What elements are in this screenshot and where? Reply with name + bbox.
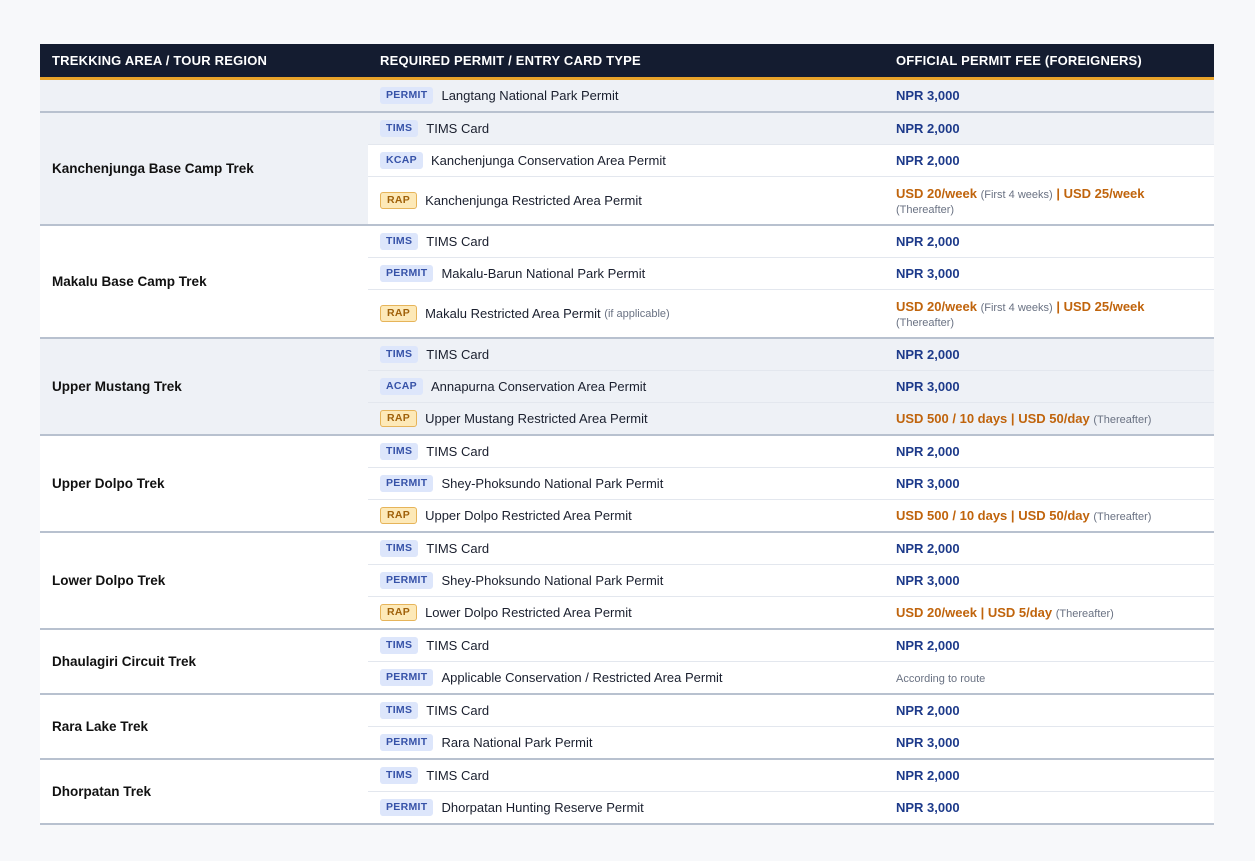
fee-cell: [884, 597, 1214, 630]
table-row: [40, 532, 1214, 565]
permit-cell: [368, 112, 884, 145]
fee-cell: [884, 629, 1214, 662]
fee-value: NPR 3,000: [896, 379, 960, 394]
fee-value-a: USD 500 / 10 days: [896, 411, 1008, 426]
fee-cell: [884, 759, 1214, 792]
fee-cell: [884, 500, 1214, 533]
region-name: Dhorpatan Trek: [40, 759, 368, 824]
permit-cell: [368, 629, 884, 662]
permit-cell: [368, 177, 884, 226]
permit-table: [40, 44, 1214, 825]
fee-separator: |: [1010, 411, 1015, 426]
fee-cell: [884, 403, 1214, 436]
tims-badge: TIMS: [380, 767, 418, 784]
permit-cell: [368, 435, 884, 468]
fee-value: NPR 2,000: [896, 541, 960, 556]
permit-cell: [368, 500, 884, 533]
fee-value: NPR 2,000: [896, 638, 960, 653]
permit-label: Lower Dolpo Restricted Area Permit: [425, 605, 632, 621]
table-row: [40, 225, 1214, 258]
fee-cell: [884, 79, 1214, 113]
fee-cell: [884, 371, 1214, 403]
rap-badge: RAP: [380, 410, 417, 427]
permit-badge: PERMIT: [380, 734, 433, 751]
permit-label: Shey-Phoksundo National Park Permit: [441, 476, 664, 492]
permit-cell: [368, 694, 884, 727]
table-row: [40, 759, 1214, 792]
region-name: Rara Lake Trek: [40, 694, 368, 759]
permit-cell: [368, 403, 884, 436]
permit-label: Applicable Conservation / Restricted Area Permit: [441, 670, 723, 686]
rap-badge: RAP: [380, 192, 417, 209]
fee-value-a: USD 500 / 10 days: [896, 508, 1008, 523]
fee-cell: [884, 468, 1214, 500]
region-name: Makalu Base Camp Trek: [40, 225, 368, 338]
tims-badge: TIMS: [380, 346, 418, 363]
fee-separator: |: [1056, 298, 1060, 314]
fee-value-a: USD 20/week: [896, 605, 977, 620]
header-fee: OFFICIAL PERMIT FEE (FOREIGNERS): [884, 44, 1214, 79]
fee-value: NPR 3,000: [896, 88, 960, 103]
header-region: TREKKING AREA / TOUR REGION: [40, 44, 368, 79]
permit-cell: [368, 565, 884, 597]
region-name: Lower Dolpo Trek: [40, 532, 368, 629]
permit-cell: [368, 532, 884, 565]
table-header-row: [40, 44, 1214, 79]
fee-value: NPR 2,000: [896, 347, 960, 362]
permit-label: Rara National Park Permit: [441, 735, 593, 751]
permit-cell: [368, 597, 884, 630]
fee-value-b: USD 50/day: [1018, 411, 1090, 426]
rap-badge: RAP: [380, 507, 417, 524]
permit-cell: [368, 145, 884, 177]
permit-badge: PERMIT: [380, 799, 433, 816]
permit-label: Annapurna Conservation Area Permit: [430, 379, 647, 395]
permit-cell: [368, 759, 884, 792]
fee-cell: [884, 290, 1214, 339]
permit-label: TIMS Card: [426, 347, 490, 363]
table-row: [40, 694, 1214, 727]
fee-cell: [884, 727, 1214, 760]
fee-separator: |: [980, 605, 985, 620]
permit-label: TIMS Card: [426, 768, 490, 784]
rap-badge: RAP: [380, 305, 417, 322]
permit-note: (if applicable): [604, 307, 670, 320]
permit-label: Makalu-Barun National Park Permit: [441, 266, 646, 282]
region-name: Kanchenjunga Base Camp Trek: [40, 112, 368, 225]
permit-cell: [368, 468, 884, 500]
fee-value: NPR 2,000: [896, 234, 960, 249]
fee-value: NPR 2,000: [896, 768, 960, 783]
permit-badge: PERMIT: [380, 572, 433, 589]
permit-label: Kanchenjunga Restricted Area Permit: [425, 193, 642, 209]
fee-separator: |: [1010, 508, 1015, 523]
header-permit: REQUIRED PERMIT / ENTRY CARD TYPE: [368, 44, 884, 79]
tims-badge: TIMS: [380, 443, 418, 460]
fee-value: NPR 2,000: [896, 121, 960, 136]
fee-value: NPR 3,000: [896, 573, 960, 588]
tims-badge: TIMS: [380, 233, 418, 250]
fee-value: According to route: [896, 673, 986, 685]
fee-value-b: USD 25/week: [1063, 298, 1145, 314]
fee-cell: [884, 792, 1214, 825]
permit-cell: [368, 727, 884, 760]
permit-label: TIMS Card: [426, 703, 490, 719]
permit-label: TIMS Card: [426, 121, 490, 137]
permit-cell: [368, 338, 884, 371]
region-name: Dhaulagiri Circuit Trek: [40, 629, 368, 694]
fee-value: NPR 3,000: [896, 266, 960, 281]
permit-label: Kanchenjunga Conservation Area Permit: [430, 153, 666, 169]
permit-cell: [368, 792, 884, 825]
fee-cell: [884, 565, 1214, 597]
fee-value-a: USD 20/week: [896, 185, 977, 201]
permit-label: Langtang National Park Permit: [441, 88, 619, 104]
permit-cell: [368, 79, 884, 113]
table-row: [40, 435, 1214, 468]
fee-note: (Thereafter): [1093, 511, 1152, 523]
permit-label: Makalu Restricted Area Permit: [425, 306, 601, 322]
fee-cell: [884, 112, 1214, 145]
permit-cell: [368, 662, 884, 695]
fee-value-b: USD 50/day: [1018, 508, 1090, 523]
fee-note-b: (Thereafter): [896, 316, 955, 329]
region-name: Upper Dolpo Trek: [40, 435, 368, 532]
fee-cell: [884, 145, 1214, 177]
fee-value-a: USD 20/week: [896, 298, 977, 314]
fee-cell: [884, 338, 1214, 371]
tims-badge: TIMS: [380, 702, 418, 719]
fee-cell: [884, 177, 1214, 226]
fee-value: NPR 2,000: [896, 444, 960, 459]
permit-label: TIMS Card: [426, 541, 490, 557]
permit-label: Shey-Phoksundo National Park Permit: [441, 573, 664, 589]
permit-cell: [368, 258, 884, 290]
tims-badge: TIMS: [380, 637, 418, 654]
tims-badge: TIMS: [380, 540, 418, 557]
permit-cell: [368, 371, 884, 403]
fee-value-b: USD 5/day: [987, 605, 1053, 620]
fee-cell: [884, 258, 1214, 290]
permit-label: Upper Dolpo Restricted Area Permit: [425, 508, 632, 524]
fee-separator: |: [1056, 185, 1060, 201]
fee-note-a: (First 4 weeks): [980, 188, 1053, 201]
table-row: [40, 112, 1214, 145]
fee-cell: [884, 532, 1214, 565]
fee-value: NPR 2,000: [896, 703, 960, 718]
permit-label: Dhorpatan Hunting Reserve Permit: [441, 800, 644, 816]
region-cell-empty: [40, 79, 368, 113]
fee-note: (Thereafter): [1055, 608, 1114, 620]
permit-label: TIMS Card: [426, 638, 490, 654]
permit-badge: PERMIT: [380, 265, 433, 282]
fee-note-a: (First 4 weeks): [980, 301, 1053, 314]
permit-label: Upper Mustang Restricted Area Permit: [425, 411, 648, 427]
fee-value: NPR 2,000: [896, 153, 960, 168]
table-row: [40, 629, 1214, 662]
table-row: [40, 79, 1214, 113]
fee-cell: [884, 694, 1214, 727]
permit-badge: PERMIT: [380, 87, 433, 104]
fee-note-b: (Thereafter): [896, 203, 955, 216]
fee-cell: [884, 662, 1214, 695]
region-name: Upper Mustang Trek: [40, 338, 368, 435]
fee-value: NPR 3,000: [896, 476, 960, 491]
fee-value-b: USD 25/week: [1063, 185, 1145, 201]
acap-badge: ACAP: [380, 378, 423, 395]
fee-value: NPR 3,000: [896, 735, 960, 750]
tims-badge: TIMS: [380, 120, 418, 137]
fee-cell: [884, 225, 1214, 258]
permit-table-container: [40, 44, 1214, 825]
fee-value: NPR 3,000: [896, 800, 960, 815]
rap-badge: RAP: [380, 604, 417, 621]
permit-cell: [368, 290, 884, 339]
permit-badge: PERMIT: [380, 475, 433, 492]
permit-label: TIMS Card: [426, 234, 490, 250]
fee-cell: [884, 435, 1214, 468]
permit-badge: PERMIT: [380, 669, 433, 686]
permit-label: TIMS Card: [426, 444, 490, 460]
fee-note: (Thereafter): [1093, 414, 1152, 426]
kcap-badge: KCAP: [380, 152, 423, 169]
table-row: [40, 338, 1214, 371]
permit-cell: [368, 225, 884, 258]
